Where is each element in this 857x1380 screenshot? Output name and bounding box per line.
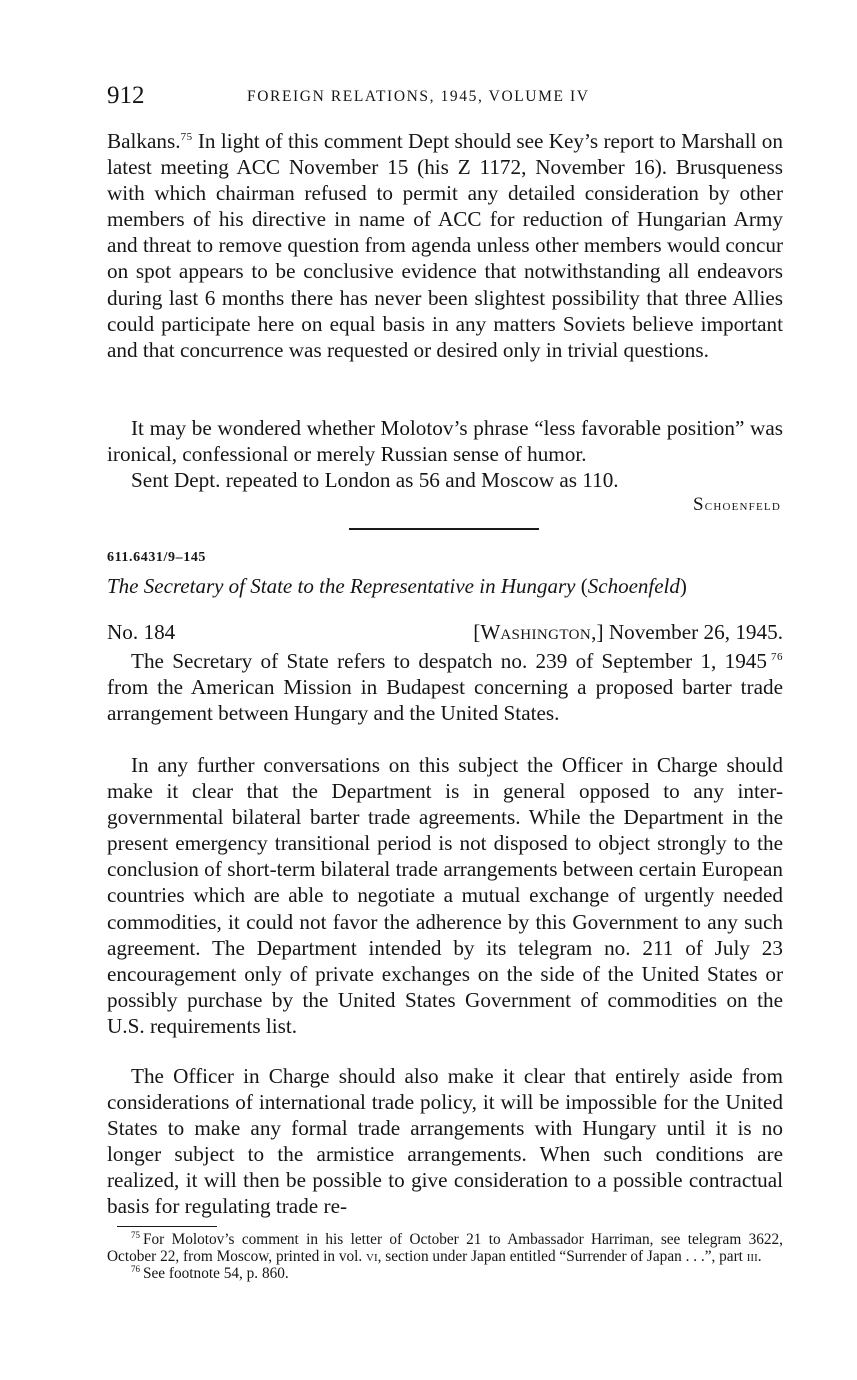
title-paren-close: ) (679, 574, 687, 598)
footnotes (107, 1231, 783, 1282)
footnote-text: See footnote 54, p. 860. (143, 1265, 289, 1282)
place-and-date (473, 618, 783, 646)
barter-paragraph: In any further conversations on this subject the Officer in Charge should make it clear that the Department is in general opposed to any inter-governmental bilateral barter trade agreements. While the Department in the present emergency transitional period is not disposed to object strongly to the conclusion of short-term bilateral trade arrangements between certain European countries which are able to negotiate a mutual exchange of urgently needed commodities, it could not favor the adherence by this Government to any such agreement. The Department intended by its telegram no. 211 of July 23 encouragement only of private exchanges on the side of the United States or possibly purchase by the United States Government of commodities on the U.S. requirements list. (107, 753, 783, 1038)
place-bracket-close: ,] (591, 620, 604, 644)
footnote-part: iii (746, 1248, 758, 1265)
file-number: 611.6431/9–145 (107, 550, 207, 565)
footnote-75 (107, 1231, 783, 1265)
paragraph-start: The Secretary of State refers to despatch no. 239 of September 1, 1945 (131, 649, 767, 673)
footnote-volume: vi (366, 1248, 378, 1265)
page-header (107, 80, 782, 112)
document-title (107, 572, 783, 600)
place-initial: W (480, 620, 501, 644)
page-number: 912 (107, 82, 145, 109)
signature (693, 494, 781, 517)
paragraph-rest: In light of this comment Dept should see Key’s report to Marshall on latest meeting ACC November 15 (his Z 1172, November 16). Brusqueness with which chairman refused to permit any detailed consideration by other members of his directive in name of ACC for reduction of Hungarian Army and threat to remove question from agenda unless other members would concur on spot appears to be conclusive evidence that notwithstanding all endeavors during last 6 months there has never been slightest possibility that three Allies could participate here on equal basis in any matters Soviets believe important and that concurrence was requested or desired only in trivial questions. (107, 129, 783, 362)
footnote-76 (107, 1265, 783, 1282)
armistice-paragraph: The Officer in Charge should also make it clear that entirely aside from considerations of international trade policy, it will be impossible for the United States to make any formal trade arrangements with Hungary until it is no longer subject to the armistice arrangements. When such conditions are realized, it will then be possible to give consideration to a possible contractual basis for regulating trade re- (107, 1064, 783, 1219)
running-head: FOREIGN RELATIONS, 1945, VOLUME IV (247, 88, 590, 105)
despatch-paragraph (107, 648, 783, 726)
document-date: November 26, 1945. (603, 620, 783, 644)
title-person: Schoenfeld (587, 574, 680, 598)
paragraph-start: Balkans. (107, 129, 181, 153)
footnote-reference: 76 (771, 651, 783, 663)
dateline (107, 618, 783, 646)
place-bracket-open: [ (473, 620, 481, 644)
footnote-mark: 76 (131, 1264, 140, 1274)
footnote-text: . (757, 1248, 762, 1265)
footnote-text: , section under Japan entitled “Surrender of Japan . . .”, part (377, 1248, 747, 1265)
section-divider (349, 528, 539, 530)
signature-rest: choenfeld (704, 497, 781, 514)
molotov-paragraph: It may be wondered whether Molotov’s phrase “less favorable position” was ironical, confessional or merely Russian sense of humor. (107, 416, 783, 467)
title-text: The Secretary of State to the Representative in Hungary (107, 574, 576, 598)
signature-initial: S (693, 494, 705, 515)
footnote-reference: 75 (180, 131, 193, 143)
footnote-mark: 75 (131, 1230, 140, 1240)
title-paren-open: ( (580, 574, 588, 598)
document-number: No. 184 (107, 620, 176, 644)
paragraph-rest: from the American Mission in Budapest concerning a proposed barter trade arrangement between Hungary and the United States. (107, 675, 783, 726)
footnote-rule (117, 1226, 217, 1227)
continuation-paragraph (107, 128, 783, 363)
footnote-text: For Molotov’s comment in his letter of October 21 to Ambassador Harriman, see telegram 3622, October 22, from Moscow, printed in vol. (107, 1231, 783, 1265)
sent-paragraph: Sent Dept. repeated to London as 56 and Moscow as 110. (131, 468, 619, 492)
place-rest: ashington (500, 620, 592, 644)
